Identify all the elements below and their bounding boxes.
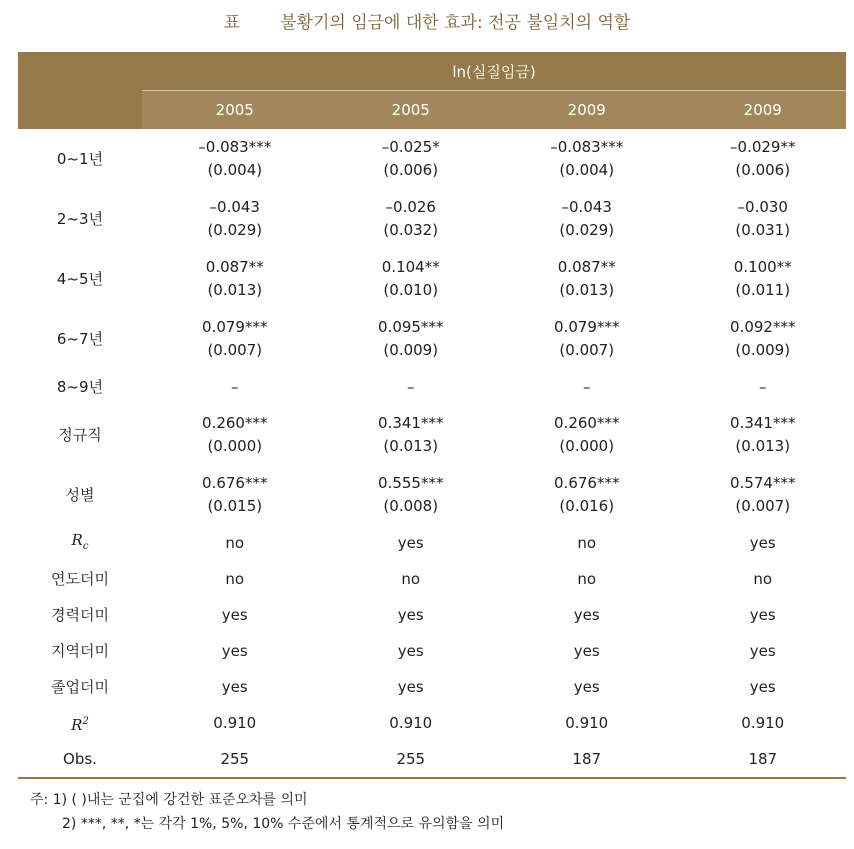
rc-base: R <box>71 530 83 549</box>
table-cell: – <box>583 377 591 396</box>
std-error: (0.006) <box>383 161 439 179</box>
coefficient: –0.030 <box>737 198 788 216</box>
table-cell: yes <box>573 605 600 624</box>
coef-cell <box>494 309 680 369</box>
coef-cell <box>680 405 846 465</box>
coef-cell <box>680 309 846 369</box>
std-error: (0.004) <box>207 161 263 179</box>
table-cell: yes <box>221 677 248 696</box>
row-label: 지역더미 <box>51 641 109 660</box>
table-cell: yes <box>573 677 600 696</box>
table-row <box>18 369 846 405</box>
coefficient: 0.574*** <box>730 474 796 492</box>
table-notes <box>30 788 504 836</box>
table-cell: 255 <box>328 741 494 778</box>
rc-symbol <box>71 530 89 552</box>
coef-cell <box>680 129 846 189</box>
coefficient: 0.555*** <box>378 474 444 492</box>
header-blank-2 <box>18 91 142 130</box>
table-label: 표 <box>223 13 241 33</box>
coefficient: 0.079*** <box>554 318 620 336</box>
coefficient: –0.026 <box>385 198 436 216</box>
std-error: (0.013) <box>383 437 439 455</box>
coef-cell <box>142 249 328 309</box>
r2-base: R <box>71 715 83 734</box>
r-squared-symbol <box>71 716 89 734</box>
note-1: 주: 1) ( )내는 군집에 강건한 표준오차를 의미 <box>30 792 308 808</box>
table-row <box>18 465 846 525</box>
year-header: 2009 <box>680 91 846 130</box>
row-label: 6~7년 <box>56 329 104 348</box>
std-error: (0.000) <box>559 437 615 455</box>
year-header: 2005 <box>142 91 328 130</box>
std-error: (0.015) <box>207 497 263 515</box>
table-row <box>18 633 846 669</box>
coef-cell <box>494 129 680 189</box>
std-error: (0.007) <box>559 341 615 359</box>
table-cell: no <box>401 569 421 588</box>
coefficient: –0.043 <box>209 198 260 216</box>
row-label: Obs. <box>18 741 142 778</box>
table-cell: yes <box>749 677 776 696</box>
rc-subscript: c <box>82 540 89 552</box>
coef-cell <box>142 465 328 525</box>
row-label: 4~5년 <box>56 269 104 288</box>
coef-cell <box>494 465 680 525</box>
std-error: (0.009) <box>735 341 791 359</box>
std-error: (0.013) <box>207 281 263 299</box>
std-error: (0.004) <box>559 161 615 179</box>
coef-cell <box>680 189 846 249</box>
table-row <box>18 405 846 465</box>
table-title-text: 불황기의 임금에 대한 효과: 전공 불일치의 역할 <box>280 13 631 33</box>
table-cell: – <box>231 377 239 396</box>
coefficient: 0.095*** <box>378 318 444 336</box>
coefficient: 0.100** <box>733 258 792 276</box>
table-cell: yes <box>749 533 776 552</box>
std-error: (0.016) <box>559 497 615 515</box>
table-cell: yes <box>221 605 248 624</box>
coefficient: –0.083*** <box>198 138 272 156</box>
coef-cell <box>142 309 328 369</box>
header-blank <box>18 52 142 91</box>
table-row <box>18 561 846 597</box>
coefficient: –0.043 <box>561 198 612 216</box>
coef-cell <box>328 309 494 369</box>
coef-cell <box>328 465 494 525</box>
dependent-variable-header: ln(실질임금) <box>142 52 846 91</box>
row-label: 0~1년 <box>56 149 104 168</box>
std-error: (0.006) <box>735 161 791 179</box>
regression-table <box>18 52 846 779</box>
table-row <box>18 705 846 741</box>
table-cell: 255 <box>142 741 328 778</box>
coefficient: 0.104** <box>381 258 440 276</box>
r2-superscript: 2 <box>82 715 89 727</box>
table-cell: no <box>753 569 773 588</box>
table-row <box>18 189 846 249</box>
coef-cell <box>328 249 494 309</box>
std-error: (0.013) <box>735 437 791 455</box>
row-label-r2 <box>18 705 142 741</box>
table-cell: yes <box>221 641 248 660</box>
table-cell: – <box>759 377 767 396</box>
coefficient: 0.087** <box>205 258 264 276</box>
table-row <box>18 309 846 369</box>
std-error: (0.007) <box>207 341 263 359</box>
coefficient: –0.029** <box>730 138 796 156</box>
std-error: (0.031) <box>735 221 791 239</box>
table-cell: no <box>577 569 597 588</box>
table-cell: 0.910 <box>389 713 433 732</box>
table-row <box>18 129 846 189</box>
coef-cell <box>494 249 680 309</box>
coefficient: 0.260*** <box>202 414 268 432</box>
table-cell: yes <box>397 677 424 696</box>
table-cell: yes <box>749 605 776 624</box>
coef-cell <box>680 249 846 309</box>
coef-cell <box>680 465 846 525</box>
year-header: 2009 <box>494 91 680 130</box>
coefficient: –0.083*** <box>550 138 624 156</box>
table-cell: 187 <box>680 741 846 778</box>
coef-cell <box>328 405 494 465</box>
coefficient: 0.260*** <box>554 414 620 432</box>
year-header: 2005 <box>328 91 494 130</box>
row-label: 정규직 <box>58 425 102 444</box>
table-cell: yes <box>397 605 424 624</box>
std-error: (0.013) <box>559 281 615 299</box>
coef-cell <box>142 405 328 465</box>
table-row <box>18 741 846 778</box>
table-cell: no <box>225 569 245 588</box>
std-error: (0.011) <box>735 281 791 299</box>
table-cell: no <box>225 533 245 552</box>
table-cell: 0.910 <box>565 713 609 732</box>
coefficient: 0.341*** <box>730 414 796 432</box>
table-row <box>18 525 846 561</box>
table-cell: yes <box>397 533 424 552</box>
table-cell: yes <box>573 641 600 660</box>
std-error: (0.010) <box>383 281 439 299</box>
std-error: (0.000) <box>207 437 263 455</box>
std-error: (0.009) <box>383 341 439 359</box>
std-error: (0.008) <box>383 497 439 515</box>
std-error: (0.007) <box>735 497 791 515</box>
table-cell: no <box>577 533 597 552</box>
coef-cell <box>142 129 328 189</box>
coefficient: 0.341*** <box>378 414 444 432</box>
coef-cell <box>328 189 494 249</box>
table-row <box>18 249 846 309</box>
coefficient: 0.092*** <box>730 318 796 336</box>
row-label-rc <box>18 525 142 561</box>
table-cell: yes <box>749 641 776 660</box>
row-label: 연도더미 <box>51 569 109 588</box>
row-label: 경력더미 <box>51 605 109 624</box>
table-row <box>18 597 846 633</box>
std-error: (0.032) <box>383 221 439 239</box>
table-title <box>0 8 854 33</box>
row-label: 8~9년 <box>56 377 104 396</box>
coef-cell <box>142 189 328 249</box>
coef-cell <box>328 129 494 189</box>
row-label: 졸업더미 <box>51 677 109 696</box>
coef-cell <box>494 189 680 249</box>
table-cell: 0.910 <box>213 713 257 732</box>
std-error: (0.029) <box>207 221 263 239</box>
coef-cell <box>494 405 680 465</box>
table-cell: 0.910 <box>741 713 785 732</box>
row-label: 성별 <box>65 485 95 504</box>
coefficient: –0.025* <box>381 138 440 156</box>
table-row <box>18 669 846 705</box>
std-error: (0.029) <box>559 221 615 239</box>
table-cell: – <box>407 377 415 396</box>
coefficient: 0.079*** <box>202 318 268 336</box>
coefficient: 0.676*** <box>202 474 268 492</box>
coefficient: 0.676*** <box>554 474 620 492</box>
note-2: 2) ***, **, *는 각각 1%, 5%, 10% 수준에서 통계적으로 유의함을 의미 <box>62 816 505 832</box>
table-cell: yes <box>397 641 424 660</box>
table-cell: 187 <box>494 741 680 778</box>
row-label: 2~3년 <box>56 209 104 228</box>
coefficient: 0.087** <box>557 258 616 276</box>
